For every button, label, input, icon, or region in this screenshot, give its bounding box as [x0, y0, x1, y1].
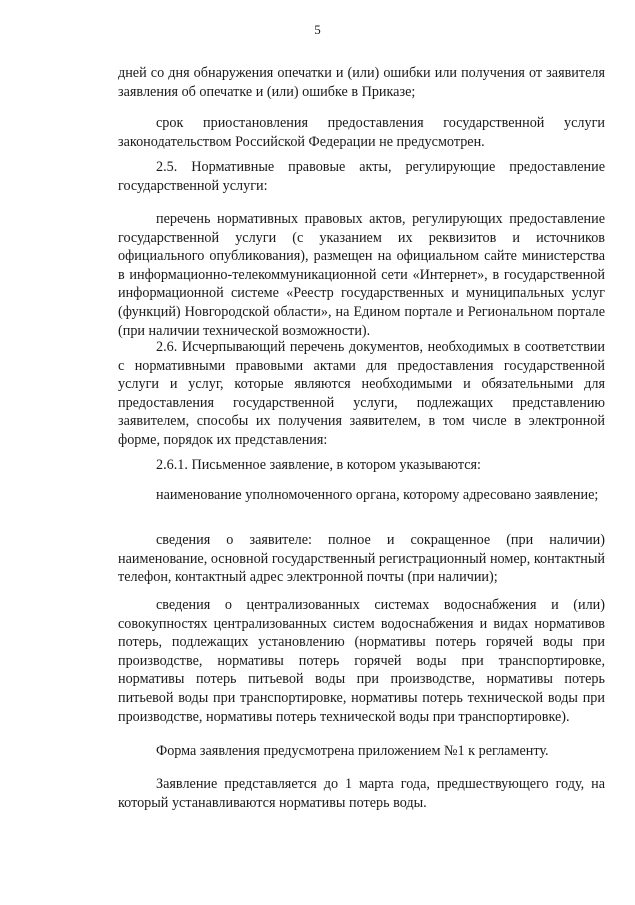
paragraph-water-systems-info: сведения о централизованных системах водоснабжения и (или) совокупностях централизованных систем водоснабжения и видах нормативов потерь, подлежащих установлению (нормативы потерь горячей воды при производстве, нормативы потерь горячей воды при транспортировке, нормативы потерь питьевой воды при производстве, нормативы потерь питьевой воды при транспортировке, нормативы потерь технической воды при производстве, нормативы потерь технической воды при транспортировке). — [118, 597, 605, 725]
paragraph-legal-acts-list: перечень нормативных правовых актов, регулирующих предоставление государственной услуги (с указанием их реквизитов и источников официального опубликования), размещен на официальном сайте министерства в информационно-телекоммуникационной сети «Интернет», в государственной информационной системе «Реестр государственных и муниципальных услуг (функций) Новгородской области», на Едином портале и Региональном портале (при наличии технической возможности). — [118, 211, 605, 339]
section-2-6-1-heading: 2.6.1. Письменное заявление, в котором указываются: — [156, 457, 481, 473]
paragraph-application-form: Форма заявления предусмотрена приложением №1 к регламенту. — [156, 743, 549, 759]
page-number: 5 — [314, 22, 321, 37]
paragraph-error-correction-term: дней со дня обнаружения опечатки и (или) ошибки или получения от заявителя заявления об опечатке и (или) ошибке в Приказе; — [118, 65, 605, 100]
section-2-5-heading: 2.5. Нормативные правовые акты, регулирующие предоставление государственной услуги: — [118, 159, 605, 194]
paragraph-applicant-info: сведения о заявителе: полное и сокращенное (при наличии) наименование, основной государственный регистрационный номер, контактный телефон, контактный адрес электронной почты (при наличии); — [118, 532, 605, 586]
paragraph-authority-name: наименование уполномоченного органа, которому адресовано заявление; — [156, 487, 599, 503]
section-2-6-heading: 2.6. Исчерпывающий перечень документов, необходимых в соответствии с нормативными правовыми актами для предоставления государственной услуги и услуг, которые являются необходимыми и обязательными для предоставления государственной услуги, подлежащих представлению заявителем, способы их получения заявителем, в том числе в электронной форме, порядок их представления: — [118, 339, 605, 448]
paragraph-suspension-term: срок приостановления предоставления государственной услуги законодательством Российской Федерации не предусмотрен. — [118, 115, 605, 150]
paragraph-application-deadline: Заявление представляется до 1 марта года, предшествующего году, на который устанавливаются нормативы потерь воды. — [118, 776, 605, 811]
